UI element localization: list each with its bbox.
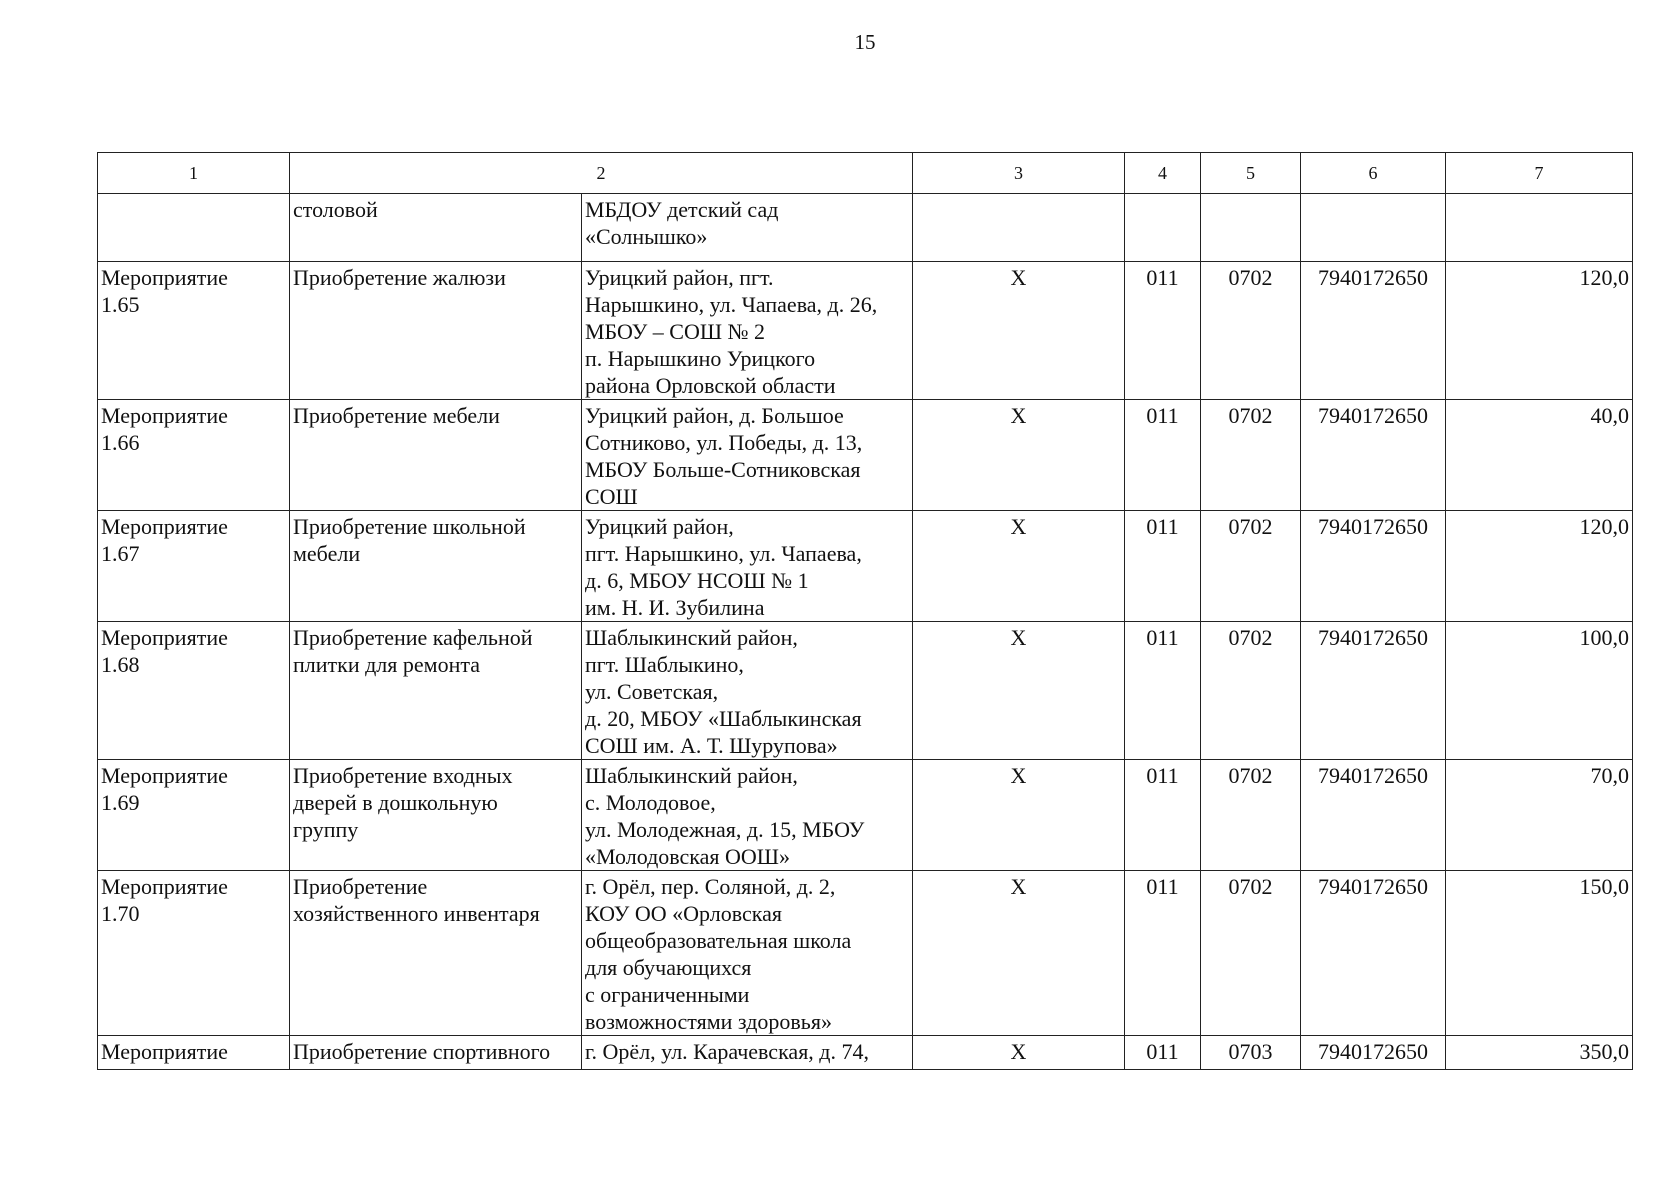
- cell-name: Приобретение входных дверей в дошкольную группу: [290, 760, 582, 871]
- cell-col4: 011: [1125, 1036, 1201, 1070]
- cell-col3: [913, 194, 1125, 262]
- cell-col3: Х: [913, 400, 1125, 511]
- cell-col7: 120,0: [1446, 511, 1633, 622]
- header-col-6: 6: [1301, 153, 1446, 194]
- cell-id: Мероприятие: [98, 1036, 290, 1070]
- cell-address: Урицкий район, пгт. Нарышкино, ул. Чапаева, д. 6, МБОУ НСОШ № 1 им. Н. И. Зубилина: [582, 511, 913, 622]
- header-col-1: 1: [98, 153, 290, 194]
- cell-col6: [1301, 194, 1446, 262]
- table-row: [98, 760, 1633, 871]
- cell-address: г. Орёл, пер. Соляной, д. 2, КОУ ОО «Орловская общеобразовательная школа для обучающихся с ограниченными возможностями здоровья»: [582, 871, 913, 1036]
- table-row: [98, 400, 1633, 511]
- cell-col6: 7940172650: [1301, 262, 1446, 400]
- measures-table: [97, 152, 1633, 1070]
- header-col-2: 2: [290, 153, 913, 194]
- cell-col7: 40,0: [1446, 400, 1633, 511]
- cell-col7: 150,0: [1446, 871, 1633, 1036]
- cell-col3: Х: [913, 760, 1125, 871]
- cell-id: [98, 194, 290, 262]
- cell-name: Приобретение мебели: [290, 400, 582, 511]
- cell-col6: 7940172650: [1301, 871, 1446, 1036]
- page-number: 15: [854, 30, 876, 54]
- cell-name: Приобретение хозяйственного инвентаря: [290, 871, 582, 1036]
- cell-col6: 7940172650: [1301, 511, 1446, 622]
- cell-col5: 0702: [1201, 511, 1301, 622]
- header-col-5: 5: [1201, 153, 1301, 194]
- cell-id: Мероприятие 1.69: [98, 760, 290, 871]
- cell-col5: 0702: [1201, 871, 1301, 1036]
- cell-col3: Х: [913, 622, 1125, 760]
- cell-address: Урицкий район, пгт. Нарышкино, ул. Чапаева, д. 26, МБОУ – СОШ № 2 п. Нарышкино Урицкого района Орловской области: [582, 262, 913, 400]
- cell-col7: 100,0: [1446, 622, 1633, 760]
- cell-id: Мероприятие 1.67: [98, 511, 290, 622]
- cell-col5: 0703: [1201, 1036, 1301, 1070]
- cell-address: Урицкий район, д. Большое Сотниково, ул. Победы, д. 13, МБОУ Больше-Сотниковская СОШ: [582, 400, 913, 511]
- cell-col5: 0702: [1201, 400, 1301, 511]
- cell-id: Мероприятие 1.65: [98, 262, 290, 400]
- cell-col7: [1446, 194, 1633, 262]
- cell-col6: 7940172650: [1301, 400, 1446, 511]
- header-col-3: 3: [913, 153, 1125, 194]
- table-row: [98, 1036, 1633, 1070]
- cell-col5: 0702: [1201, 622, 1301, 760]
- cell-col3: Х: [913, 511, 1125, 622]
- header-row: [98, 153, 1633, 194]
- cell-id: Мероприятие 1.70: [98, 871, 290, 1036]
- cell-name: Приобретение школьной мебели: [290, 511, 582, 622]
- table-row: [98, 622, 1633, 760]
- cell-col3: Х: [913, 1036, 1125, 1070]
- cell-id: Мероприятие 1.68: [98, 622, 290, 760]
- cell-id: Мероприятие 1.66: [98, 400, 290, 511]
- cell-col4: 011: [1125, 400, 1201, 511]
- table-row: [98, 871, 1633, 1036]
- cell-col7: 120,0: [1446, 262, 1633, 400]
- cell-name: Приобретение спортивного: [290, 1036, 582, 1070]
- cell-col3: Х: [913, 262, 1125, 400]
- cell-col6: 7940172650: [1301, 622, 1446, 760]
- table-row: [98, 262, 1633, 400]
- cell-col4: 011: [1125, 262, 1201, 400]
- cell-name: Приобретение жалюзи: [290, 262, 582, 400]
- cell-col7: 70,0: [1446, 760, 1633, 871]
- header-col-7: 7: [1446, 153, 1633, 194]
- cell-name: столовой: [290, 194, 582, 262]
- cell-col7: 350,0: [1446, 1036, 1633, 1070]
- cell-col4: 011: [1125, 760, 1201, 871]
- cell-col6: 7940172650: [1301, 760, 1446, 871]
- cell-address: МБДОУ детский сад «Солнышко»: [582, 194, 913, 262]
- cell-col5: [1201, 194, 1301, 262]
- continuation-row: [98, 194, 1633, 262]
- cell-col3: Х: [913, 871, 1125, 1036]
- header-col-4: 4: [1125, 153, 1201, 194]
- cell-col5: 0702: [1201, 262, 1301, 400]
- table-row: [98, 511, 1633, 622]
- cell-col4: [1125, 194, 1201, 262]
- cell-col4: 011: [1125, 511, 1201, 622]
- cell-name: Приобретение кафельной плитки для ремонта: [290, 622, 582, 760]
- cell-address: г. Орёл, ул. Карачевская, д. 74,: [582, 1036, 913, 1070]
- cell-col5: 0702: [1201, 760, 1301, 871]
- cell-col4: 011: [1125, 622, 1201, 760]
- cell-address: Шаблыкинский район, пгт. Шаблыкино, ул. Советская, д. 20, МБОУ «Шаблыкинская СОШ им. А. Т. Шурупова»: [582, 622, 913, 760]
- cell-col6: 7940172650: [1301, 1036, 1446, 1070]
- cell-col4: 011: [1125, 871, 1201, 1036]
- cell-address: Шаблыкинский район, с. Молодовое, ул. Молодежная, д. 15, МБОУ «Молодовская ООШ»: [582, 760, 913, 871]
